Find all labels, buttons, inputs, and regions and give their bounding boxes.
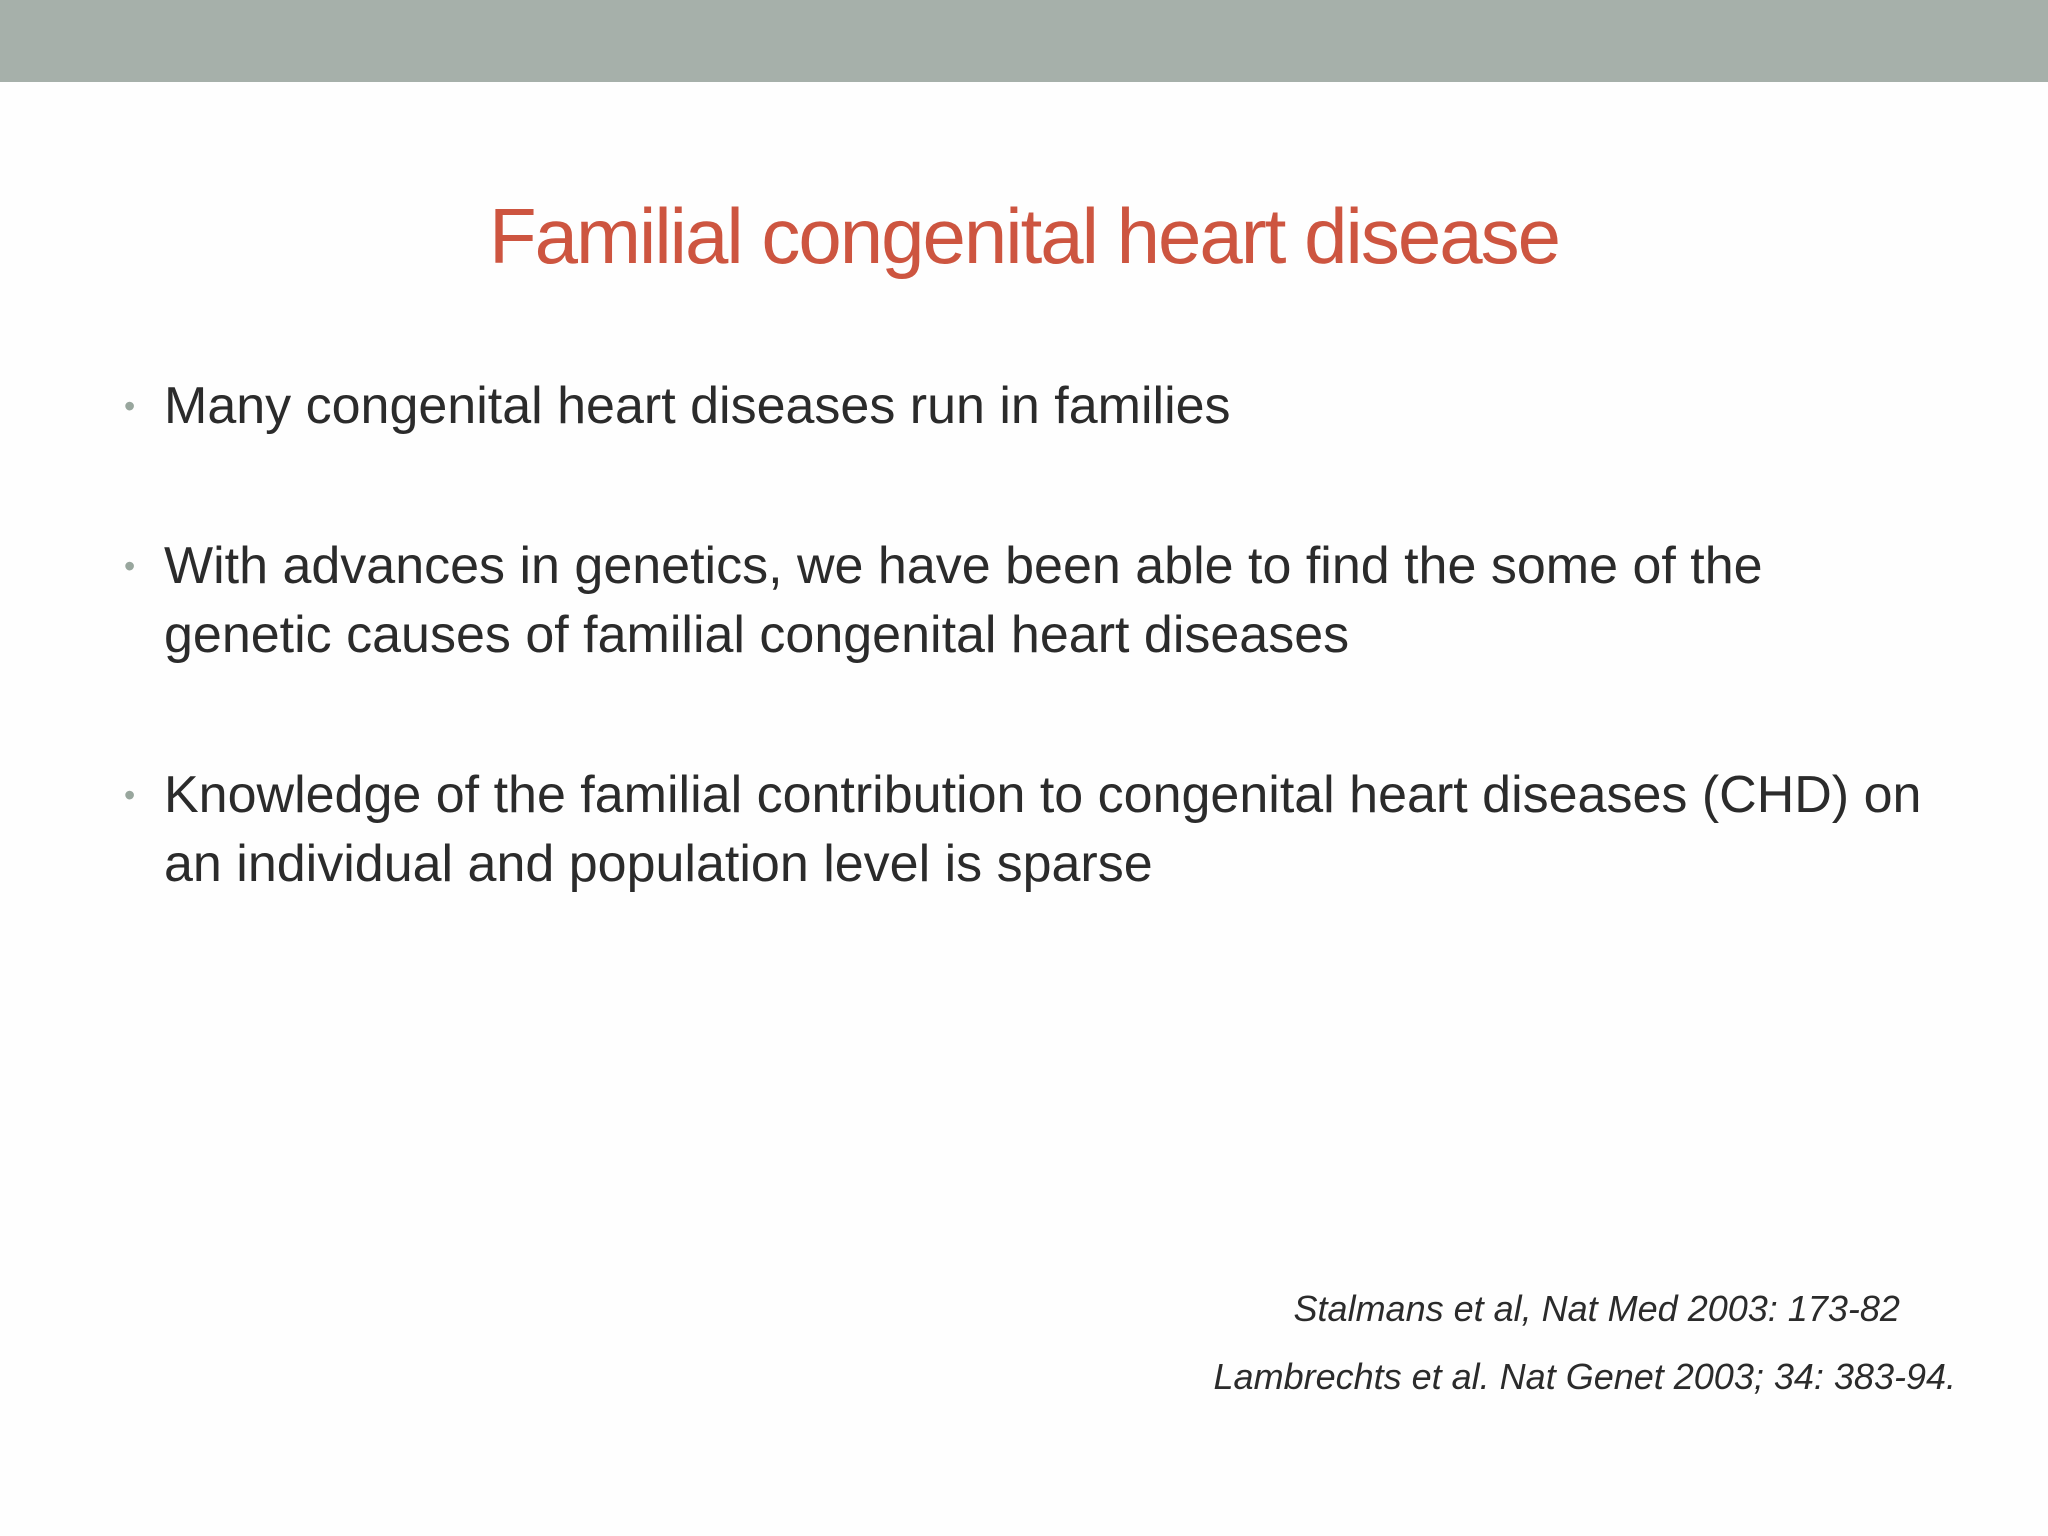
top-bar [0,0,2048,82]
slide-title: Familial congenital heart disease [489,192,1559,280]
bullet-list [118,372,1938,990]
references [1214,1275,1956,1411]
bullet-dot-icon: • [124,388,136,424]
reference-stalmans: Stalmans et al, Nat Med 2003: 173-82 [1293,1288,1900,1329]
reference-lambrechts: Lambrechts et al. Nat Genet 2003; 34: 383-94. [1213,1356,1956,1397]
bullet-dot-icon: • [124,777,136,813]
bullet-dot-icon: • [124,548,136,584]
bullet-text: With advances in genetics, we have been able to find the some of the genetic causes of familial congenital heart diseases [164,537,1763,664]
bullet-item [118,532,1938,670]
bullet-item [118,761,1938,899]
bullet-text: Knowledge of the familial contribution to congenital heart diseases (CHD) on an individual and population level is sparse [164,766,1922,893]
bullet-text: Many congenital heart diseases run in families [164,377,1231,435]
bullet-item [118,372,1938,441]
